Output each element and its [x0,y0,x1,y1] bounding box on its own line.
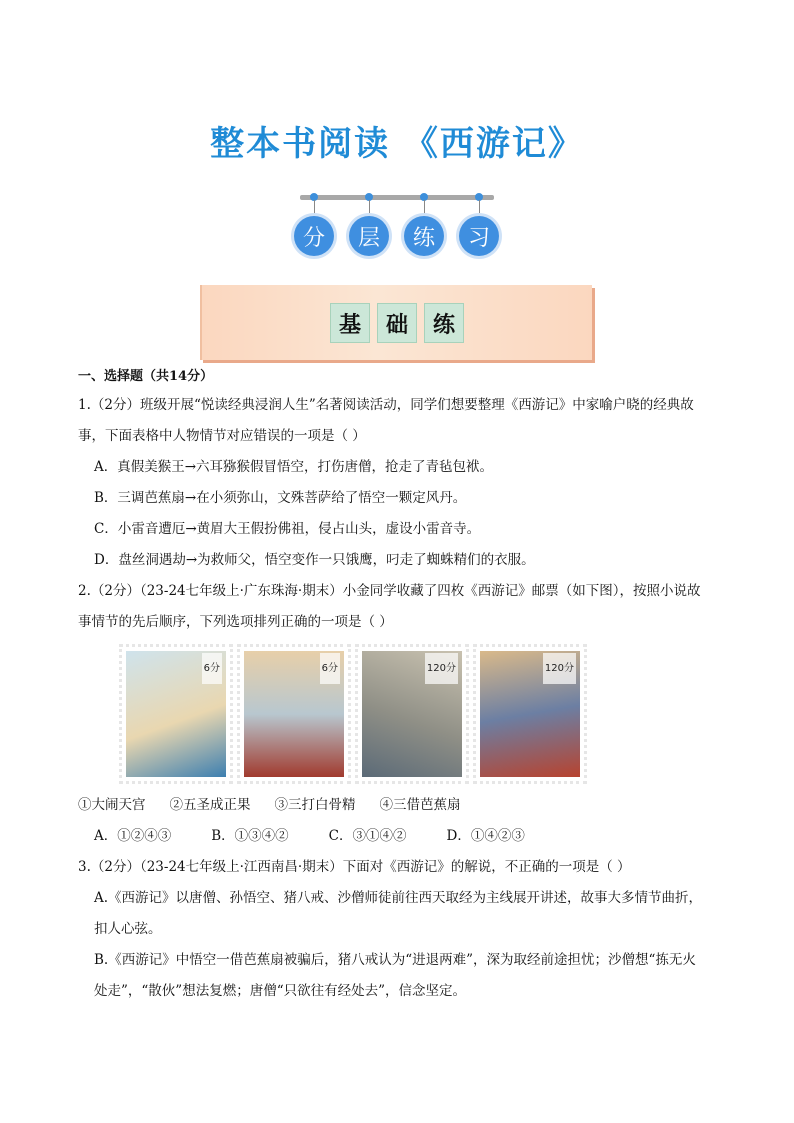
question-stem: 事，下面表格中人物情节对应错误的一项是（ ） [78,428,366,444]
banner-bar [300,195,494,200]
stamp-value: 6分 [320,653,340,684]
answer-option: A．①②④③ [94,828,172,844]
stamp-image [237,644,351,784]
story-item: ③三打白骨精 [274,797,356,813]
stamp-images [78,644,588,786]
layered-practice-banner [300,190,500,262]
story-item: ①大闹天宫 [78,797,146,813]
answer-option: B．三调芭蕉扇→在小须弥山，文殊菩萨给了悟空一颗定风丹。 [94,490,467,506]
question-stem: 1.（2分）班级开展“悦读经典浸润人生”名著阅读活动，同学们想要整理《西游记》中家喻户晓的经典故 [78,397,694,413]
answer-choices [78,821,728,852]
banner-char: 练 [404,216,444,256]
story-item: ②五圣成正果 [169,797,251,813]
answer-option: A.《西游记》以唐僧、孙悟空、猪八戒、沙僧师徒前往西天取经为主线展开讲述，故事大多情节曲折， [94,890,703,906]
question-content [78,366,728,1007]
story-item: ④三借芭蕉扇 [379,797,461,813]
banner-string [314,200,315,216]
banner-char: 分 [294,216,334,256]
question-stem: 2.（2分）（23-24七年级上·广东珠海·期末）小金同学收藏了四枚《西游记》邮票（如下图），按照小说故 [78,583,701,599]
question-stem: 3.（2分）（23-24七年级上·江西南昌·期末）下面对《西游记》的解说，不正确的一项是（ ） [78,859,631,875]
answer-option-continued: 处走”，“散伙”想法复燃；唐僧“只欲往有经处去”，信念坚定。 [94,983,467,999]
answer-option: C．小雷音遭厄→黄眉大王假扮佛祖，侵占山头，虚设小雷音寺。 [94,521,481,537]
answer-option: A．真假美猴王→六耳猕猴假冒悟空，打伤唐僧，抢走了青毡包袱。 [94,459,494,475]
answer-option: B.《西游记》中悟空一借芭蕉扇被骗后，猪八戒认为“进退两难”，深为取经前途担忧；沙僧想“拣无火 [94,952,696,968]
answer-option-continued: 扣人心弦。 [94,921,162,937]
banner-string [424,200,425,216]
page-title: 整本书阅读 《西游记》 [210,124,584,164]
banner-char: 习 [459,216,499,256]
level-char: 基 [330,303,370,343]
question-stem: 事情节的先后顺序，下列选项排列正确的一项是（ ） [78,614,393,630]
stamp-value: 120分 [425,653,458,684]
answer-option: C．③①④② [328,828,407,844]
level-char: 础 [377,303,417,343]
basic-practice-header [200,285,592,360]
answer-option: D．盘丝洞遇劫→为救师父，悟空变作一只饿鹰，叼走了蜘蛛精们的衣服。 [94,552,535,568]
banner-string [479,200,480,216]
stamp-image [119,644,233,784]
level-char: 练 [424,303,464,343]
answer-option: D．①④②③ [446,828,525,844]
story-items [78,790,728,821]
stamp-image [473,644,587,784]
stamp-value: 6分 [202,653,222,684]
stamp-value: 120分 [543,653,576,684]
banner-char: 层 [349,216,389,256]
section-heading: 一、选择题（共14分） [78,369,214,384]
banner-string [369,200,370,216]
stamp-image [355,644,469,784]
answer-option: B．①③④② [211,828,289,844]
